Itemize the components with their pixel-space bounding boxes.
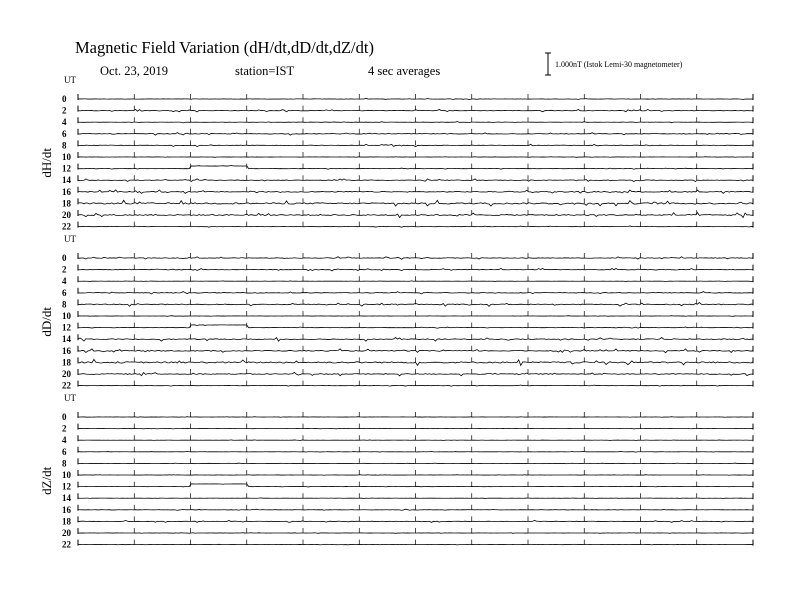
row-hour-label: 16	[62, 504, 71, 515]
row-hour-label: 8	[62, 458, 67, 469]
trace-line	[78, 533, 753, 534]
trace-line	[78, 498, 753, 499]
row-hour-label: 22	[62, 539, 71, 550]
chart-title: Magnetic Field Variation (dH/dt,dD/dt,dZ/dt)	[75, 38, 374, 57]
date-label: Oct. 23, 2019	[100, 64, 169, 78]
row-hour-label: 14	[62, 493, 71, 504]
row-hour-label: 12	[62, 322, 71, 333]
row-hour-label: 22	[62, 380, 71, 391]
trace-line	[78, 157, 753, 158]
ut-axis-label: UT	[64, 234, 76, 244]
row-hour-label: 22	[62, 221, 71, 232]
row-hour-label: 0	[62, 253, 67, 263]
panel-ylabel: dD/dt	[39, 306, 54, 337]
panel-ylabel: dZ/dt	[39, 466, 54, 495]
row-hour-label: 0	[62, 412, 67, 422]
row-hour-label: 18	[62, 198, 71, 209]
trace-line	[78, 451, 753, 452]
row-hour-label: 4	[62, 435, 67, 446]
row-hour-label: 2	[62, 105, 67, 116]
row-hour-label: 20	[62, 369, 71, 379]
row-hour-label: 8	[62, 299, 67, 310]
row-hour-label: 10	[62, 311, 71, 321]
row-hour-label: 20	[62, 528, 71, 538]
row-hour-label: 16	[62, 186, 71, 197]
trace-line	[78, 385, 753, 386]
row-hour-label: 0	[62, 94, 67, 104]
row-hour-label: 2	[62, 423, 67, 434]
station-label: station=IST	[235, 64, 295, 78]
row-hour-label: 20	[62, 210, 71, 220]
row-hour-label: 4	[62, 276, 67, 287]
row-hour-label: 6	[62, 446, 67, 457]
row-hour-label: 10	[62, 152, 71, 162]
row-hour-label: 14	[62, 334, 71, 345]
row-hour-label: 18	[62, 516, 71, 527]
row-hour-label: 18	[62, 357, 71, 368]
row-hour-label: 6	[62, 128, 67, 139]
trace-line	[78, 303, 753, 307]
trace-line	[78, 417, 753, 418]
ut-axis-label: UT	[64, 393, 76, 403]
ut-axis-label: UT	[64, 75, 76, 85]
scale-bar-label: 1.000nT (Istok Lemi-30 magnetometer)	[555, 60, 683, 69]
row-hour-label: 12	[62, 481, 71, 492]
trace-line	[78, 316, 753, 317]
trace-line	[78, 109, 753, 111]
row-hour-label: 8	[62, 140, 67, 151]
trace-line	[78, 475, 753, 476]
panel-ylabel: dH/dt	[39, 147, 54, 178]
row-hour-label: 12	[62, 163, 71, 174]
trace-line	[78, 281, 753, 282]
row-hour-label: 2	[62, 264, 67, 275]
trace-line	[78, 440, 753, 441]
averaging-label: 4 sec averages	[368, 64, 441, 78]
row-hour-label: 10	[62, 470, 71, 480]
row-hour-label: 16	[62, 345, 71, 356]
row-hour-label: 14	[62, 175, 71, 186]
row-hour-label: 4	[62, 117, 67, 128]
trace-line	[78, 544, 753, 545]
trace-line	[78, 428, 753, 429]
trace-line	[78, 463, 753, 464]
row-hour-label: 6	[62, 287, 67, 298]
